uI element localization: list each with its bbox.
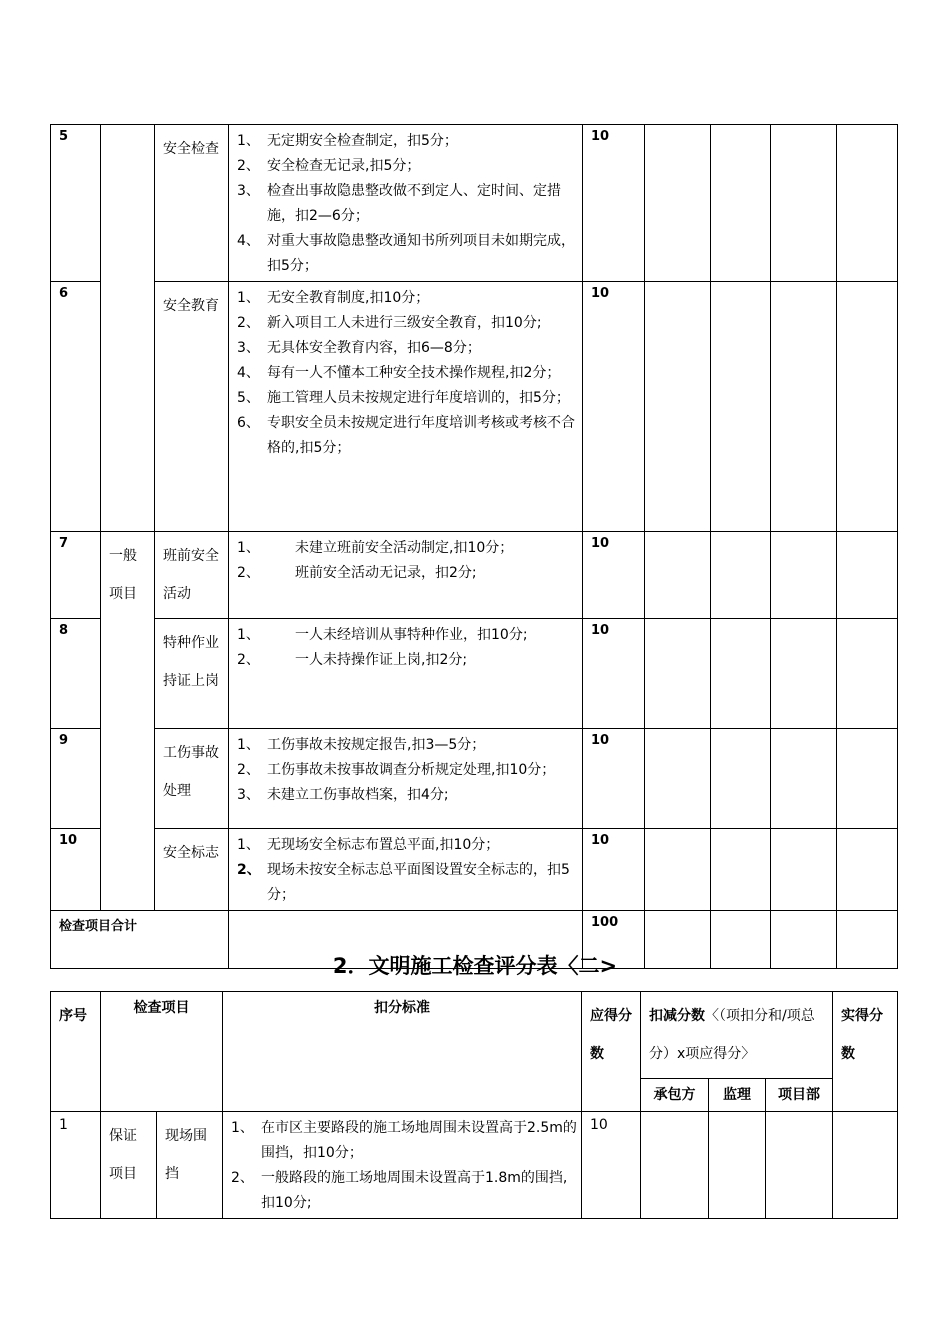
deduction-criteria: 1、 一人未经培训从事特种作业，扣10分; 2、 一人未持操作证上岗,扣2分; bbox=[229, 619, 583, 729]
row-no: 10 bbox=[51, 829, 101, 911]
score: 10 bbox=[582, 1112, 641, 1219]
item-name: 特种作业持证上岗 bbox=[155, 619, 229, 729]
header-item: 检查项目 bbox=[101, 992, 223, 1112]
category-guarantee: 保证项目 bbox=[101, 1112, 157, 1219]
score: 10 bbox=[583, 125, 645, 282]
score: 10 bbox=[583, 619, 645, 729]
deduction-criteria: 1、 无定期安全检查制定，扣5分； 2、 安全检查无记录,扣5分； 3、 检查出事故隐患整改做不到定人、定时间、定措施，扣2—6分； 4、 对重大事故隐患整改通知书所列项目未如期完成，扣5分； bbox=[229, 125, 583, 282]
header-supervisor: 监理 bbox=[709, 1079, 766, 1112]
score: 10 bbox=[583, 729, 645, 829]
deduction-criteria: 1、 未建立班前安全活动制定,扣10分； 2、 班前安全活动无记录，扣2分; bbox=[229, 532, 583, 619]
header-deduct: 扣减分数〈（项扣分和/项总分）x项应得分〉 bbox=[641, 992, 833, 1079]
category-general: 一般项目 bbox=[101, 532, 155, 911]
section-title: 2．文明施工检查评分表〈二> bbox=[332, 954, 618, 978]
header-contractor: 承包方 bbox=[641, 1079, 709, 1112]
row-no: 9 bbox=[51, 729, 101, 829]
item-name: 安全检查 bbox=[155, 125, 229, 282]
total-score: 100 bbox=[583, 911, 645, 969]
item-name: 工伤事故处理 bbox=[155, 729, 229, 829]
item-name: 现场围挡 bbox=[157, 1112, 223, 1219]
table-2 bbox=[50, 991, 898, 1219]
header-actual: 实得分数 bbox=[833, 992, 898, 1112]
item-name: 安全教育 bbox=[155, 282, 229, 532]
deduction-criteria: 1、 工伤事故未按规定报告,扣3—5分； 2、 工伤事故未按事故调查分析规定处理,扣10分； 3、 未建立工伤事故档案，扣4分; bbox=[229, 729, 583, 829]
deduction-criteria: 1、 无现场安全标志布置总平面,扣10分； 2、 现场未按安全标志总平面图设置安全标志的，扣5分； bbox=[229, 829, 583, 911]
item-name: 班前安全活动 bbox=[155, 532, 229, 619]
total-label: 检查项目合计 bbox=[51, 911, 229, 969]
score: 10 bbox=[583, 282, 645, 532]
row-no: 6 bbox=[51, 282, 101, 532]
header-score: 应得分数 bbox=[582, 992, 641, 1112]
deduction-criteria: 1、 在市区主要路段的施工场地周围未设置高于2.5m的围挡，扣10分； 2、 一般路段的施工场地周围未设置高于1.8m的围挡,扣10分; bbox=[223, 1112, 582, 1219]
header-dept: 项目部 bbox=[766, 1079, 833, 1112]
row-no: 1 bbox=[51, 1112, 101, 1219]
score: 10 bbox=[583, 532, 645, 619]
row-no: 8 bbox=[51, 619, 101, 729]
score: 10 bbox=[583, 829, 645, 911]
deduction-criteria: 1、 无安全教育制度,扣10分； 2、 新入项目工人未进行三级安全教育，扣10分; 3、 无具体安全教育内容，扣6—8分； 4、 每有一人不懂本工种安全技术操作规程,扣2分； 5、 施工管理人员未按规定进行年度培训的，扣5分； 6、 专职安全员未按规定进行年度培训考核或考核不合格的,扣5分； bbox=[229, 282, 583, 532]
header-no: 序号 bbox=[51, 992, 101, 1112]
header-standard: 扣分标准 bbox=[223, 992, 582, 1112]
item-name: 安全标志 bbox=[155, 829, 229, 911]
row-no: 7 bbox=[51, 532, 101, 619]
table-1 bbox=[50, 124, 898, 969]
row-no: 5 bbox=[51, 125, 101, 282]
